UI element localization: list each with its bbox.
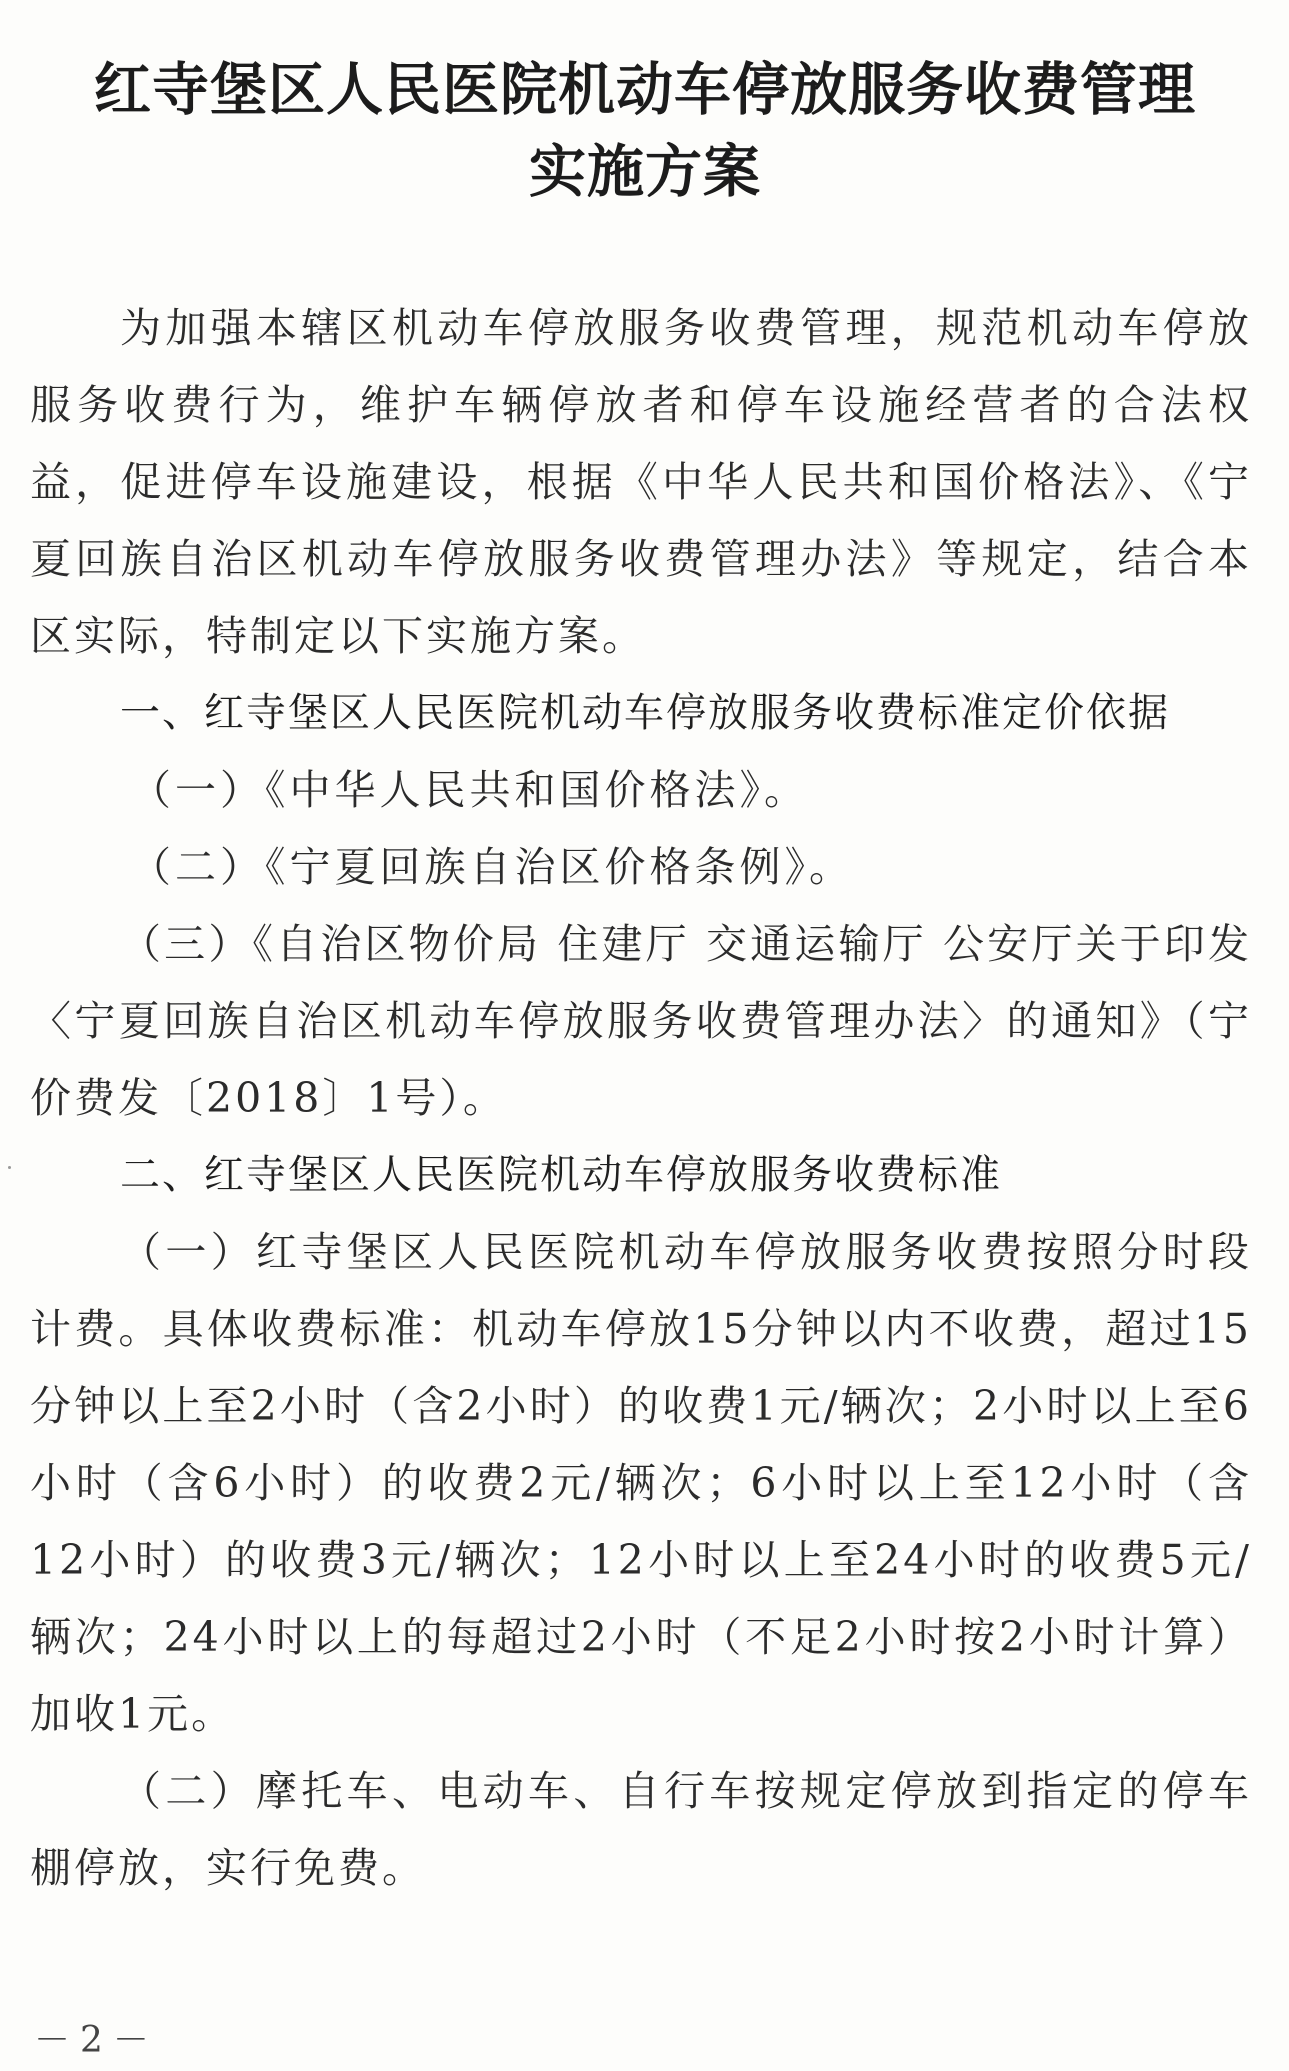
document-title-line-2: 实施方案 bbox=[529, 139, 761, 205]
section-2-item-2: （二）摩托车、电动车、自行车按规定停放到指定的停车棚停放，实行免费。 bbox=[30, 1767, 1252, 1892]
section-2-item-1: （一）红寺堡区人民医院机动车停放服务收费按照分时段计费。具体收费标准：机动车停放15分钟以内不收费，超过15分钟以上至2小时（含2小时）的收费1元/辆次；2小时以上至6小时（含6小时）的收费2元/辆次；6小时以上至12小时（含12小时）的收费3元/辆次；12小时以上至24小时的收费5元/辆次；24小时以上的每超过2小时（不足2小时按2小时计算）加收1元。 bbox=[30, 1228, 1252, 1738]
document-title-line-1: 红寺堡区人民医院机动车停放服务收费管理 bbox=[94, 57, 1196, 123]
section-1-item-3: （三）《自治区物价局 住建厅 交通运输厅 公安厅关于印发〈宁夏回族自治区机动车停放服务收费管理办法〉的通知》（宁价费发〔2018〕1号）。 bbox=[30, 920, 1252, 1122]
section-1-item-1: （一）《中华人民共和国价格法》。 bbox=[130, 766, 809, 814]
page-number: －2－ bbox=[34, 2020, 159, 2061]
section-2-heading: 二、红寺堡区人民医院机动车停放服务收费标准 bbox=[120, 1152, 1002, 1198]
section-1-item-2: （二）《宁夏回族自治区价格条例》。 bbox=[130, 843, 854, 891]
scan-mark bbox=[8, 1166, 11, 1169]
section-1-heading: 一、红寺堡区人民医院机动车停放服务收费标准定价依据 bbox=[120, 690, 1170, 736]
intro-paragraph: 为加强本辖区机动车停放服务收费管理，规范机动车停放服务收费行为，维护车辆停放者和停车设施经营者的合法权益，促进停车设施建设，根据《中华人民共和国价格法》、《宁夏回族自治区机动车停放服务收费管理办法》等规定，结合本区实际，特制定以下实施方案。 bbox=[30, 304, 1252, 660]
